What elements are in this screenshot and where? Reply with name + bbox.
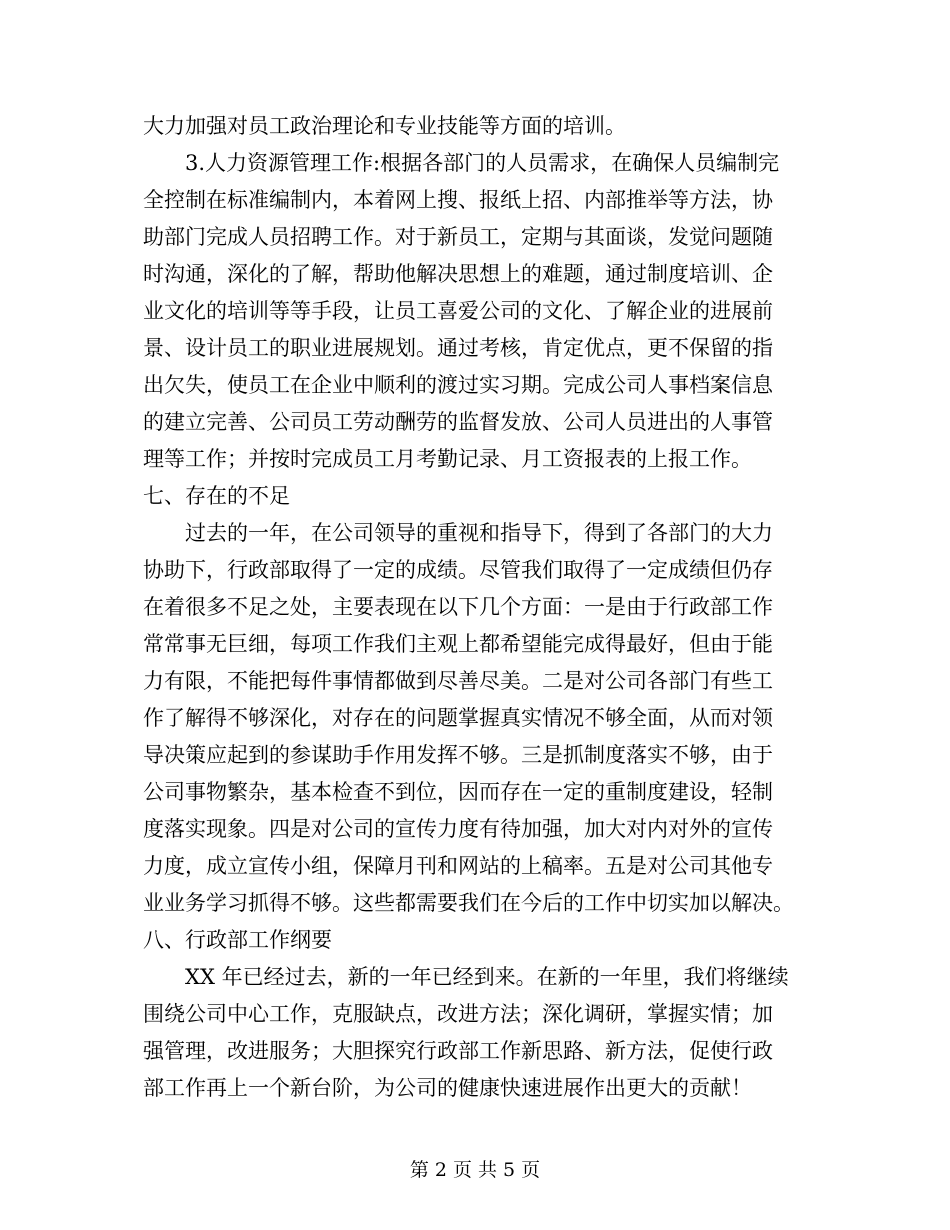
- body-line: 助部门完成人员招聘工作。对于新员工，定期与其面谈，发觉问题随: [143, 225, 773, 249]
- section-heading: 八、行政部工作纲要: [143, 928, 332, 952]
- body-line: 导决策应起到的参谋助手作用发挥不够。三是抓制度落实不够，由于: [143, 743, 773, 767]
- body-line: 强管理，改进服务；大胆探究行政部工作新思路、新方法，促使行政: [143, 1039, 773, 1063]
- body-line: 业文化的培训等等手段，让员工喜爱公司的文化、了解企业的进展前: [143, 299, 773, 323]
- body-line: 常常事无巨细，每项工作我们主观上都希望能完成得最好，但由于能: [143, 632, 773, 656]
- body-line: 时沟通，深化的了解，帮助他解决思想上的难题，通过制度培训、企: [143, 262, 773, 286]
- body-line: XX 年已经过去，新的一年已经到来。在新的一年里，我们将继续: [185, 965, 789, 989]
- document-body: [143, 108, 811, 1107]
- body-line: 部工作再上一个新台阶，为公司的健康快速进展作出更大的贡献！: [143, 1076, 752, 1100]
- body-line: 过去的一年，在公司领导的重视和指导下，得到了各部门的大力: [185, 521, 773, 545]
- body-line: 公司事物繁杂，基本检查不到位，因而存在一定的重制度建设，轻制: [143, 780, 773, 804]
- body-line: 业业务学习抓得不够。这些都需要我们在今后的工作中切实加以解决。: [143, 891, 794, 915]
- body-line: 度落实现象。四是对公司的宣传力度有待加强，加大对内对外的宣传: [143, 817, 773, 841]
- body-line: 出欠失，使员工在企业中顺利的渡过实习期。完成公司人事档案信息: [143, 373, 773, 397]
- section-heading: 七、存在的不足: [143, 484, 290, 508]
- body-line: 理等工作；并按时完成员工月考勤记录、月工资报表的上报工作。: [143, 447, 752, 471]
- body-line: 3.人力资源管理工作:根据各部门的人员需求，在确保人员编制完: [185, 151, 780, 175]
- body-line: 大力加强对员工政治理论和专业技能等方面的培训。: [143, 114, 626, 138]
- body-line: 全控制在标准编制内，本着网上搜、报纸上招、内部推举等方法，协: [143, 188, 773, 212]
- body-line: 力有限，不能把每件事情都做到尽善尽美。二是对公司各部门有些工: [143, 669, 773, 693]
- body-line: 力度，成立宣传小组，保障月刊和网站的上稿率。五是对公司其他专: [143, 854, 773, 878]
- body-line: 协助下，行政部取得了一定的成绩。尽管我们取得了一定成绩但仍存: [143, 558, 773, 582]
- body-line: 围绕公司中心工作，克服缺点，改进方法；深化调研，掌握实情；加: [143, 1002, 773, 1026]
- page-number-footer: 第 2 页 共 5 页: [409, 1159, 541, 1181]
- body-line: 在着很多不足之处，主要表现在以下几个方面：一是由于行政部工作: [143, 595, 773, 619]
- body-line: 作了解得不够深化，对存在的问题掌握真实情况不够全面，从而对领: [143, 706, 773, 730]
- body-line: 景、设计员工的职业进展规划。通过考核，肯定优点，更不保留的指: [143, 336, 773, 360]
- body-line: 的建立完善、公司员工劳动酬劳的监督发放、公司人员进出的人事管: [143, 410, 773, 434]
